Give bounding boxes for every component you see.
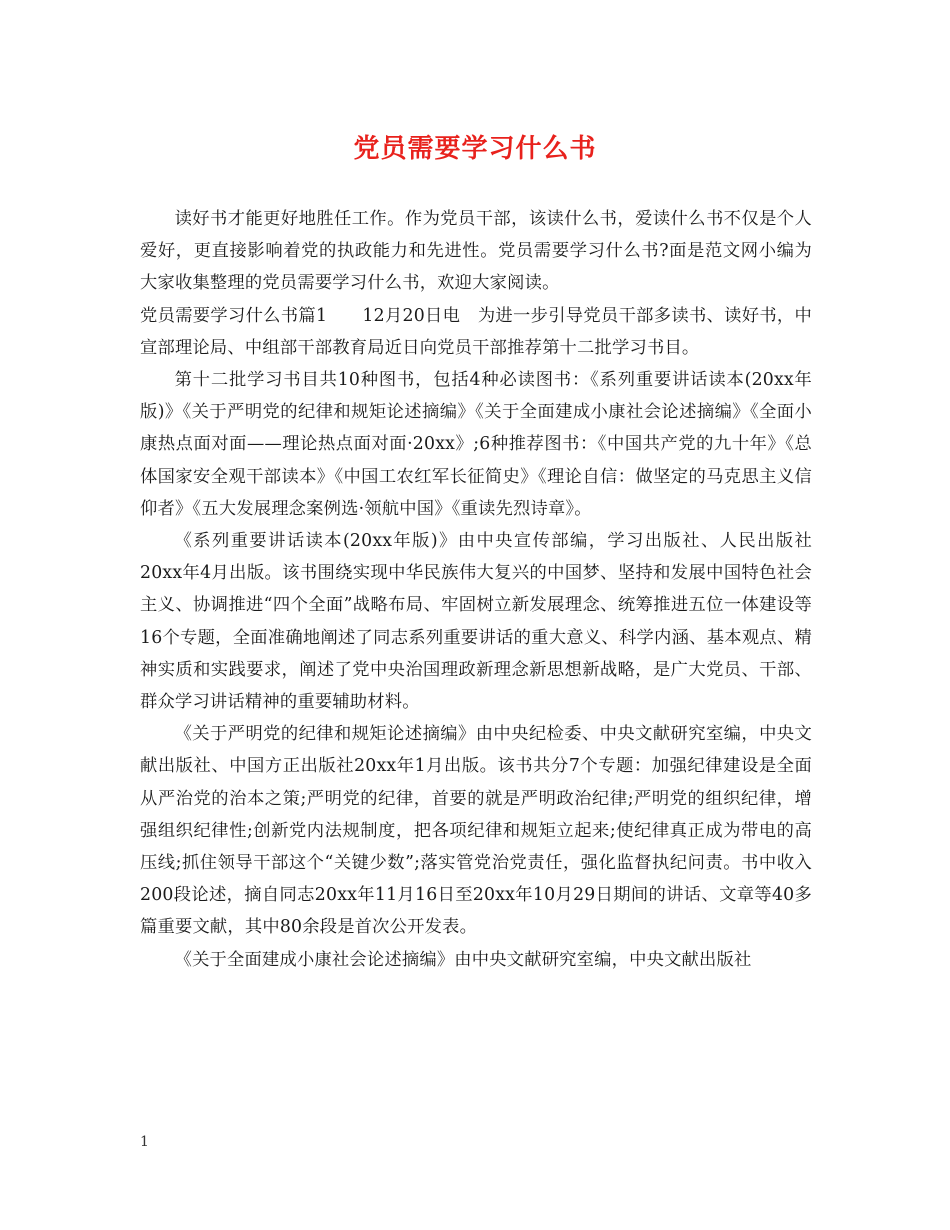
paragraph-intro: 读好书才能更好地胜任工作。作为党员干部，该读什么书，爱读什么书不仅是个人爱好，更直接影响着党的执政能力和先进性。党员需要学习什么书?面是范文网小编为大家收集整理的党员需要学习什么书，欢迎大家阅读。	[140, 209, 812, 294]
paragraph-book-2: 《关于严明党的纪律和规矩论述摘编》由中央纪检委、中央文献研究室编，中央文献出版社、中国方正出版社20xx年1月出版。该书共分7个专题：加强纪律建设是全面从严治党的治本之策;严明党的纪律，首要的就是严明政治纪律;严明党的组织纪律，增强组织纪律性;创新党内法规制度，把各项纪律和规矩立起来;使纪律真正成为带电的高压线;抓住领导干部这个“关键少数”;落实管党治党责任，强化监督执纪问责。书中收入200段论述，摘自同志20xx年11月16日至20xx年10月29日期间的讲话、文章等40多篇重要文献，其中80余段是首次公开发表。	[140, 724, 812, 938]
paragraph-book-3: 《关于全面建成小康社会论述摘编》由中央文献研究室编，中央文献出版社	[174, 949, 752, 970]
paragraph-book-1: 《系列重要讲话读本(20xx年版)》由中央宣传部编，学习出版社、人民出版社20xx年4月出版。该书围绕实现中华民族伟大复兴的中国梦、坚持和发展中国特色社会主义、协调推进“四个全面”战略布局、牢固树立新发展理念、统筹推进五位一体建设等16个专题，全面准确地阐述了同志系列重要讲话的重大意义、科学内涵、基本观点、精神实质和实践要求，阐述了党中央治国理政新理念新思想新战略，是广大党员、干部、群众学习讲话精神的重要辅助材料。	[140, 531, 812, 713]
paragraph-book-list: 第十二批学习书目共10种图书，包括4种必读图书：《系列重要讲话读本(20xx年版)》《关于严明党的纪律和规矩论述摘编》《关于全面建成小康社会论述摘编》《全面小康热点面对面——理论热点面对面·20xx》;6种推荐图书：《中国共产党的九十年》《总体国家安全观干部读本》《中国工农红军长征简史》《理论自信：做坚定的马克思主义信仰者》《五大发展理念案例选·领航中国》《重读先烈诗章》。	[140, 370, 812, 519]
page-number: 1	[140, 1134, 149, 1150]
document-body	[140, 203, 812, 976]
paragraph-news-lead: 党员需要学习什么书篇1 12月20日电 为进一步引导党员干部多读书、读好书，中宣部理论局、中组部干部教育局近日向党员干部推荐第十二批学习书目。	[140, 305, 812, 358]
document-title: 党员需要学习什么书	[353, 134, 597, 164]
